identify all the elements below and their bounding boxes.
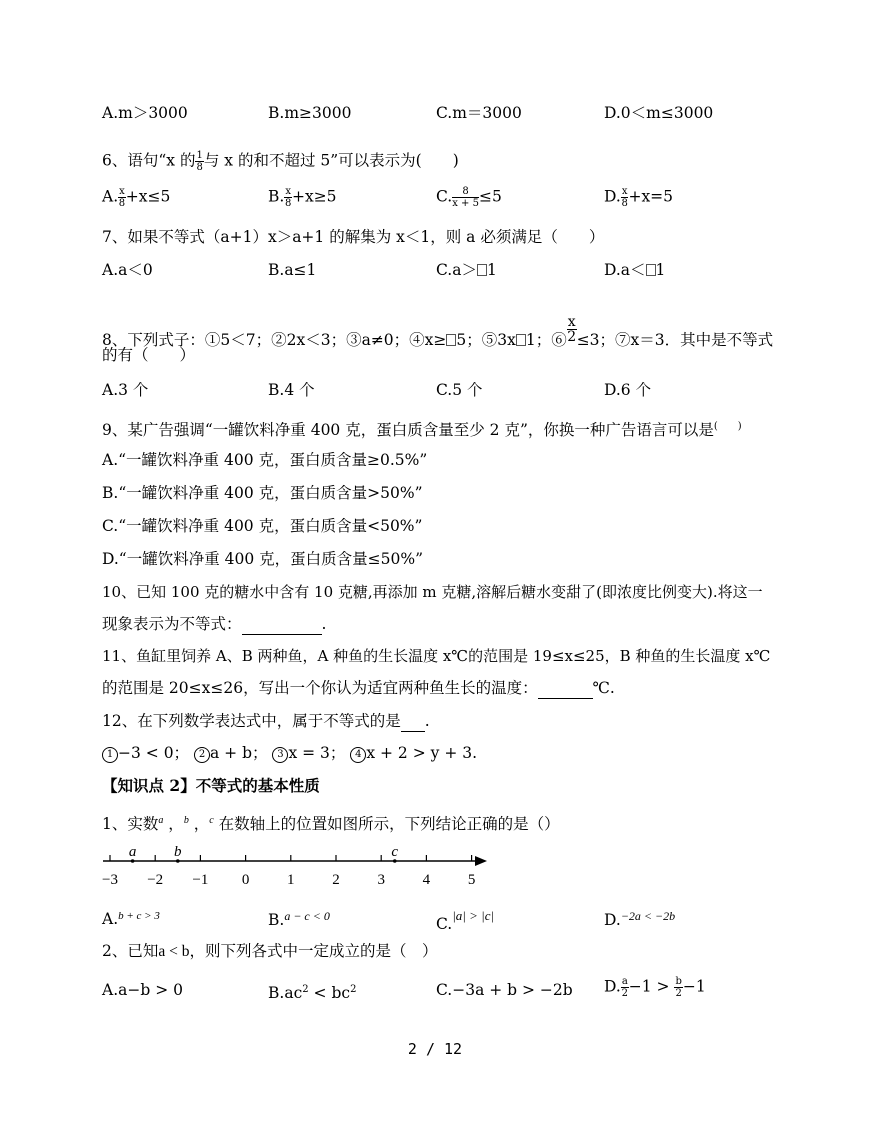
number-line-tick-label: 5 xyxy=(467,872,476,888)
s2-condition: a < b xyxy=(158,943,190,960)
q5-option-b: B.m≥3000 xyxy=(268,104,352,122)
q8-option-b: B.4 个 xyxy=(268,381,315,399)
q9-paren: ( ) xyxy=(713,421,742,432)
q9-option-a: A.“一罐饮料净重 400 克，蛋白质含量≥0.5%” xyxy=(102,451,428,469)
q7-c-pre: C.a＞ xyxy=(436,261,477,279)
s2-option-d xyxy=(604,976,706,999)
s1-a-expr: b + c > 3 xyxy=(118,910,160,922)
q6-stem-pre: 6、语句“x 的 xyxy=(102,151,196,170)
number-line-tick-label: −2 xyxy=(147,872,164,888)
q7-c-post: 1 xyxy=(486,261,497,279)
number-line-tick-label: 1 xyxy=(287,872,295,888)
page-number: 2 / 12 xyxy=(407,1040,463,1058)
number-line-tick-label: 4 xyxy=(422,872,431,888)
q6-stem xyxy=(102,150,459,173)
q6-option-d: D. $\frac{x}{8}$ +x=5 xyxy=(604,186,674,209)
s2-stem-post: ，则下列各式中一定成立的是（ ） xyxy=(189,942,438,960)
q12-expr-2: a + b； xyxy=(210,744,268,762)
answer-blank[interactable] xyxy=(538,678,593,699)
circled-number-1: 1 xyxy=(102,747,118,763)
q6-option-a: A. $\frac{x}{8}$ +x≤5 xyxy=(102,186,171,209)
q8-stem xyxy=(102,315,773,350)
q8-stem-pre: 8、下列式子： xyxy=(102,331,205,349)
q9-option-b: B.“一罐饮料净重 400 克，蛋白质含量>50%” xyxy=(102,484,423,502)
q6-stem-post: 与 x 的和不超过 5”可以表示为( ) xyxy=(203,151,459,170)
q6-frac-den: 8 xyxy=(196,162,203,173)
q12-expr-3: x = 3； xyxy=(288,744,346,762)
answer-blank[interactable] xyxy=(242,614,322,635)
s2-d-num1: a xyxy=(621,976,628,987)
missing-glyph-box xyxy=(446,334,456,346)
s1-b-pre: B. xyxy=(268,911,285,929)
s2-c-pre: C. xyxy=(436,981,453,999)
q12-stem-text: 12、在下列数学表达式中，属于不等式的是 xyxy=(102,712,401,730)
number-line-point-label: c xyxy=(391,844,399,860)
q7-d-pre: D.a＜ xyxy=(604,261,646,279)
s2-option-a xyxy=(102,980,183,1000)
q8-option-c: C.5 个 xyxy=(436,381,483,399)
var-a: a xyxy=(158,815,164,826)
s1-option-a xyxy=(102,906,160,929)
section-heading xyxy=(102,776,320,796)
q6-b-tail: +x≥5 xyxy=(291,187,337,206)
s2-option-b xyxy=(268,980,356,1003)
q7-option-b: B.a≤1 xyxy=(268,261,317,279)
q7-option-d xyxy=(604,260,665,280)
number-line-tick-label: 3 xyxy=(377,872,385,888)
s2-b-pre: B. xyxy=(268,984,285,1003)
number-line-tick-label: 0 xyxy=(241,872,250,888)
circled-number-2: 2 xyxy=(194,747,210,763)
s2-d-pre: D. xyxy=(604,977,621,996)
q11-line2-end: ℃. xyxy=(592,679,615,697)
section-bracket-right: 】 xyxy=(180,776,196,795)
missing-glyph-box xyxy=(516,334,526,346)
q8-item-2: ②2x＜3； xyxy=(271,331,347,349)
s1-d-expr: −2a < −2b xyxy=(620,909,676,923)
q6-d-tail: +x=5 xyxy=(628,187,674,206)
q12-stem-end: . xyxy=(424,712,430,730)
q6-a-num: x xyxy=(119,186,125,197)
s1-c-expr: |a| > |c| xyxy=(452,908,495,923)
q10-line2-text: 现象表示为不等式： xyxy=(102,615,242,633)
q6-c-den: x + 5 xyxy=(452,198,479,209)
number-line xyxy=(95,840,495,888)
s2-stem-pre: 2、已知 xyxy=(102,942,159,960)
q6-a-tail: +x≤5 xyxy=(125,187,171,206)
q8-item-5a: ⑤3x xyxy=(481,331,516,349)
q6-fraction xyxy=(195,150,203,173)
q6-d-den: 8 xyxy=(621,198,628,209)
q9-stem-text: 9、某广告强调“一罐饮料净重 400 克，蛋白质含量至少 2 克”，你换一种广告语言可以是 xyxy=(102,421,714,439)
s2-d-tail: −1 xyxy=(682,977,706,996)
s1-stem: 1、实数$^a$ ，$^b$ ，$^c$ 在数轴上的位置如图所示，下列结论正确的是（） xyxy=(102,815,560,833)
s1-option-c xyxy=(436,906,494,934)
q5-option-c: C.m＝3000 xyxy=(436,104,522,122)
q7-d-post: 1 xyxy=(655,261,666,279)
s2-c-expr: −3a + b > −2b xyxy=(452,981,573,999)
circled-number-3: 3 xyxy=(272,747,288,763)
q5-option-a: A.m＞3000 xyxy=(102,104,188,122)
q8-item-1: ①5＜7； xyxy=(204,331,272,349)
q7-option-a: A.a＜0 xyxy=(102,261,153,279)
q10-line1: 10、已知 100 克的糖水中含有 10 克糖,再添加 m 克糖,溶解后糖水变甜了(即浓度比例变大).将这一 xyxy=(102,583,763,601)
q6-option-c: C. $\frac{8}{x + 5}$ ≤5 xyxy=(436,186,502,209)
q6-a-den: 8 xyxy=(118,198,126,209)
s1-a-pre: A. xyxy=(102,910,119,928)
answer-blank[interactable] xyxy=(401,711,425,732)
q6-b-num: x xyxy=(285,186,291,197)
arrow-icon xyxy=(475,856,487,866)
s2-d-mid: −1 > xyxy=(628,977,675,996)
q8-item-6: ⑥ xyxy=(551,331,567,349)
s2-d-den2: 2 xyxy=(675,988,682,999)
q9-option-c: C.“一罐饮料净重 400 克，蛋白质含量<50%” xyxy=(102,517,423,535)
q10-line2-end: . xyxy=(321,615,327,633)
section-title: 知识点 2 xyxy=(117,776,181,795)
q8-item-3: ③a≠0； xyxy=(346,331,410,349)
q7-stem: 7、如果不等式（a+1）x＞a+1 的解集为 x＜1，则 a 必须满足（ ） xyxy=(102,228,605,246)
missing-glyph-box xyxy=(477,264,487,276)
number-line-tick-label: −3 xyxy=(102,872,118,888)
s2-b-mid: < bc xyxy=(308,984,351,1003)
number-line-point-label: a xyxy=(128,844,137,860)
s2-a-pre: A. xyxy=(102,981,119,999)
q11-line2 xyxy=(102,678,615,699)
s2-b-exp1: 2 xyxy=(302,984,309,995)
s2-a-expr: a−b > 0 xyxy=(118,981,183,999)
s1-b-expr: a − c < 0 xyxy=(284,909,330,923)
section-bracket-left: 【 xyxy=(102,776,118,795)
number-line-point-label: b xyxy=(174,844,182,860)
q8-i6-den: 2 xyxy=(567,329,577,345)
q6-c-num: 8 xyxy=(452,186,479,198)
s1-option-d xyxy=(604,906,675,930)
q8-i6-num: x xyxy=(567,314,576,330)
circled-number-4: 4 xyxy=(350,747,366,763)
s1-option-b xyxy=(268,906,330,930)
s2-option-c xyxy=(436,980,573,1000)
q8-item-4a: ④x≥ xyxy=(409,331,447,349)
s1-d-pre: D. xyxy=(604,911,621,929)
s2-b-exp2: 2 xyxy=(350,984,357,995)
q6-c-tail: ≤5 xyxy=(478,187,502,206)
q12-expressions xyxy=(102,743,477,763)
missing-glyph-box xyxy=(646,264,656,276)
s1-stem-post: 在数轴上的位置如图所示，下列结论正确的是（） xyxy=(218,815,560,833)
q8-item-6-tail: ≤3； xyxy=(576,331,616,349)
q12-expr-1: −3 < 0； xyxy=(118,744,190,762)
number-line-tick-label: −1 xyxy=(192,872,209,888)
q11-line2-text: 的范围是 20≤x≤26，写出一个你认为适宜两种鱼生长的温度： xyxy=(102,679,538,697)
s2-d-den1: 2 xyxy=(621,988,628,999)
q8-item-4b: 5； xyxy=(456,331,482,349)
q8-option-d: D.6 个 xyxy=(604,381,652,399)
q6-frac-num: 1 xyxy=(196,150,203,161)
q8-option-a: A.3 个 xyxy=(102,381,149,399)
s2-stem xyxy=(102,941,438,962)
s1-stem-pre: 1、实数 xyxy=(102,815,159,833)
q10-line2 xyxy=(102,614,326,635)
q12-stem xyxy=(102,711,430,732)
q6-b-den: 8 xyxy=(284,198,292,209)
number-line-tick-label: 2 xyxy=(332,872,340,888)
var-c: c xyxy=(209,815,214,826)
q9-option-d: D.“一罐饮料净重 400 克，蛋白质含量≤50%” xyxy=(102,550,424,568)
s1-c-pre: C. xyxy=(436,915,453,933)
q12-expr-4: x + 2 > y + 3. xyxy=(366,744,478,762)
q11-line1: 11、鱼缸里饲养 A、B 两种鱼，A 种鱼的生长温度 x℃的范围是 19≤x≤25，B 种鱼的生长温度 x℃ xyxy=(102,647,771,665)
q6-d-num: x xyxy=(621,186,628,197)
q6-option-b: B. $\frac{x}{8}$ +x≥5 xyxy=(268,186,337,209)
section-subtitle: 不等式的基本性质 xyxy=(195,776,320,795)
var-b: b xyxy=(183,815,189,826)
q8-stem-line2: 的有（ ） xyxy=(102,346,196,364)
q9-stem xyxy=(102,417,742,440)
q7-option-c xyxy=(436,260,497,280)
q8-item-5b: 1； xyxy=(525,331,552,349)
s2-b-base: ac xyxy=(284,984,303,1003)
q5-option-d: D.0＜m≤3000 xyxy=(604,104,714,122)
s2-d-num2: b xyxy=(675,976,682,987)
q8-item-7: ⑦x＝3．其中是不等式 xyxy=(615,331,774,349)
